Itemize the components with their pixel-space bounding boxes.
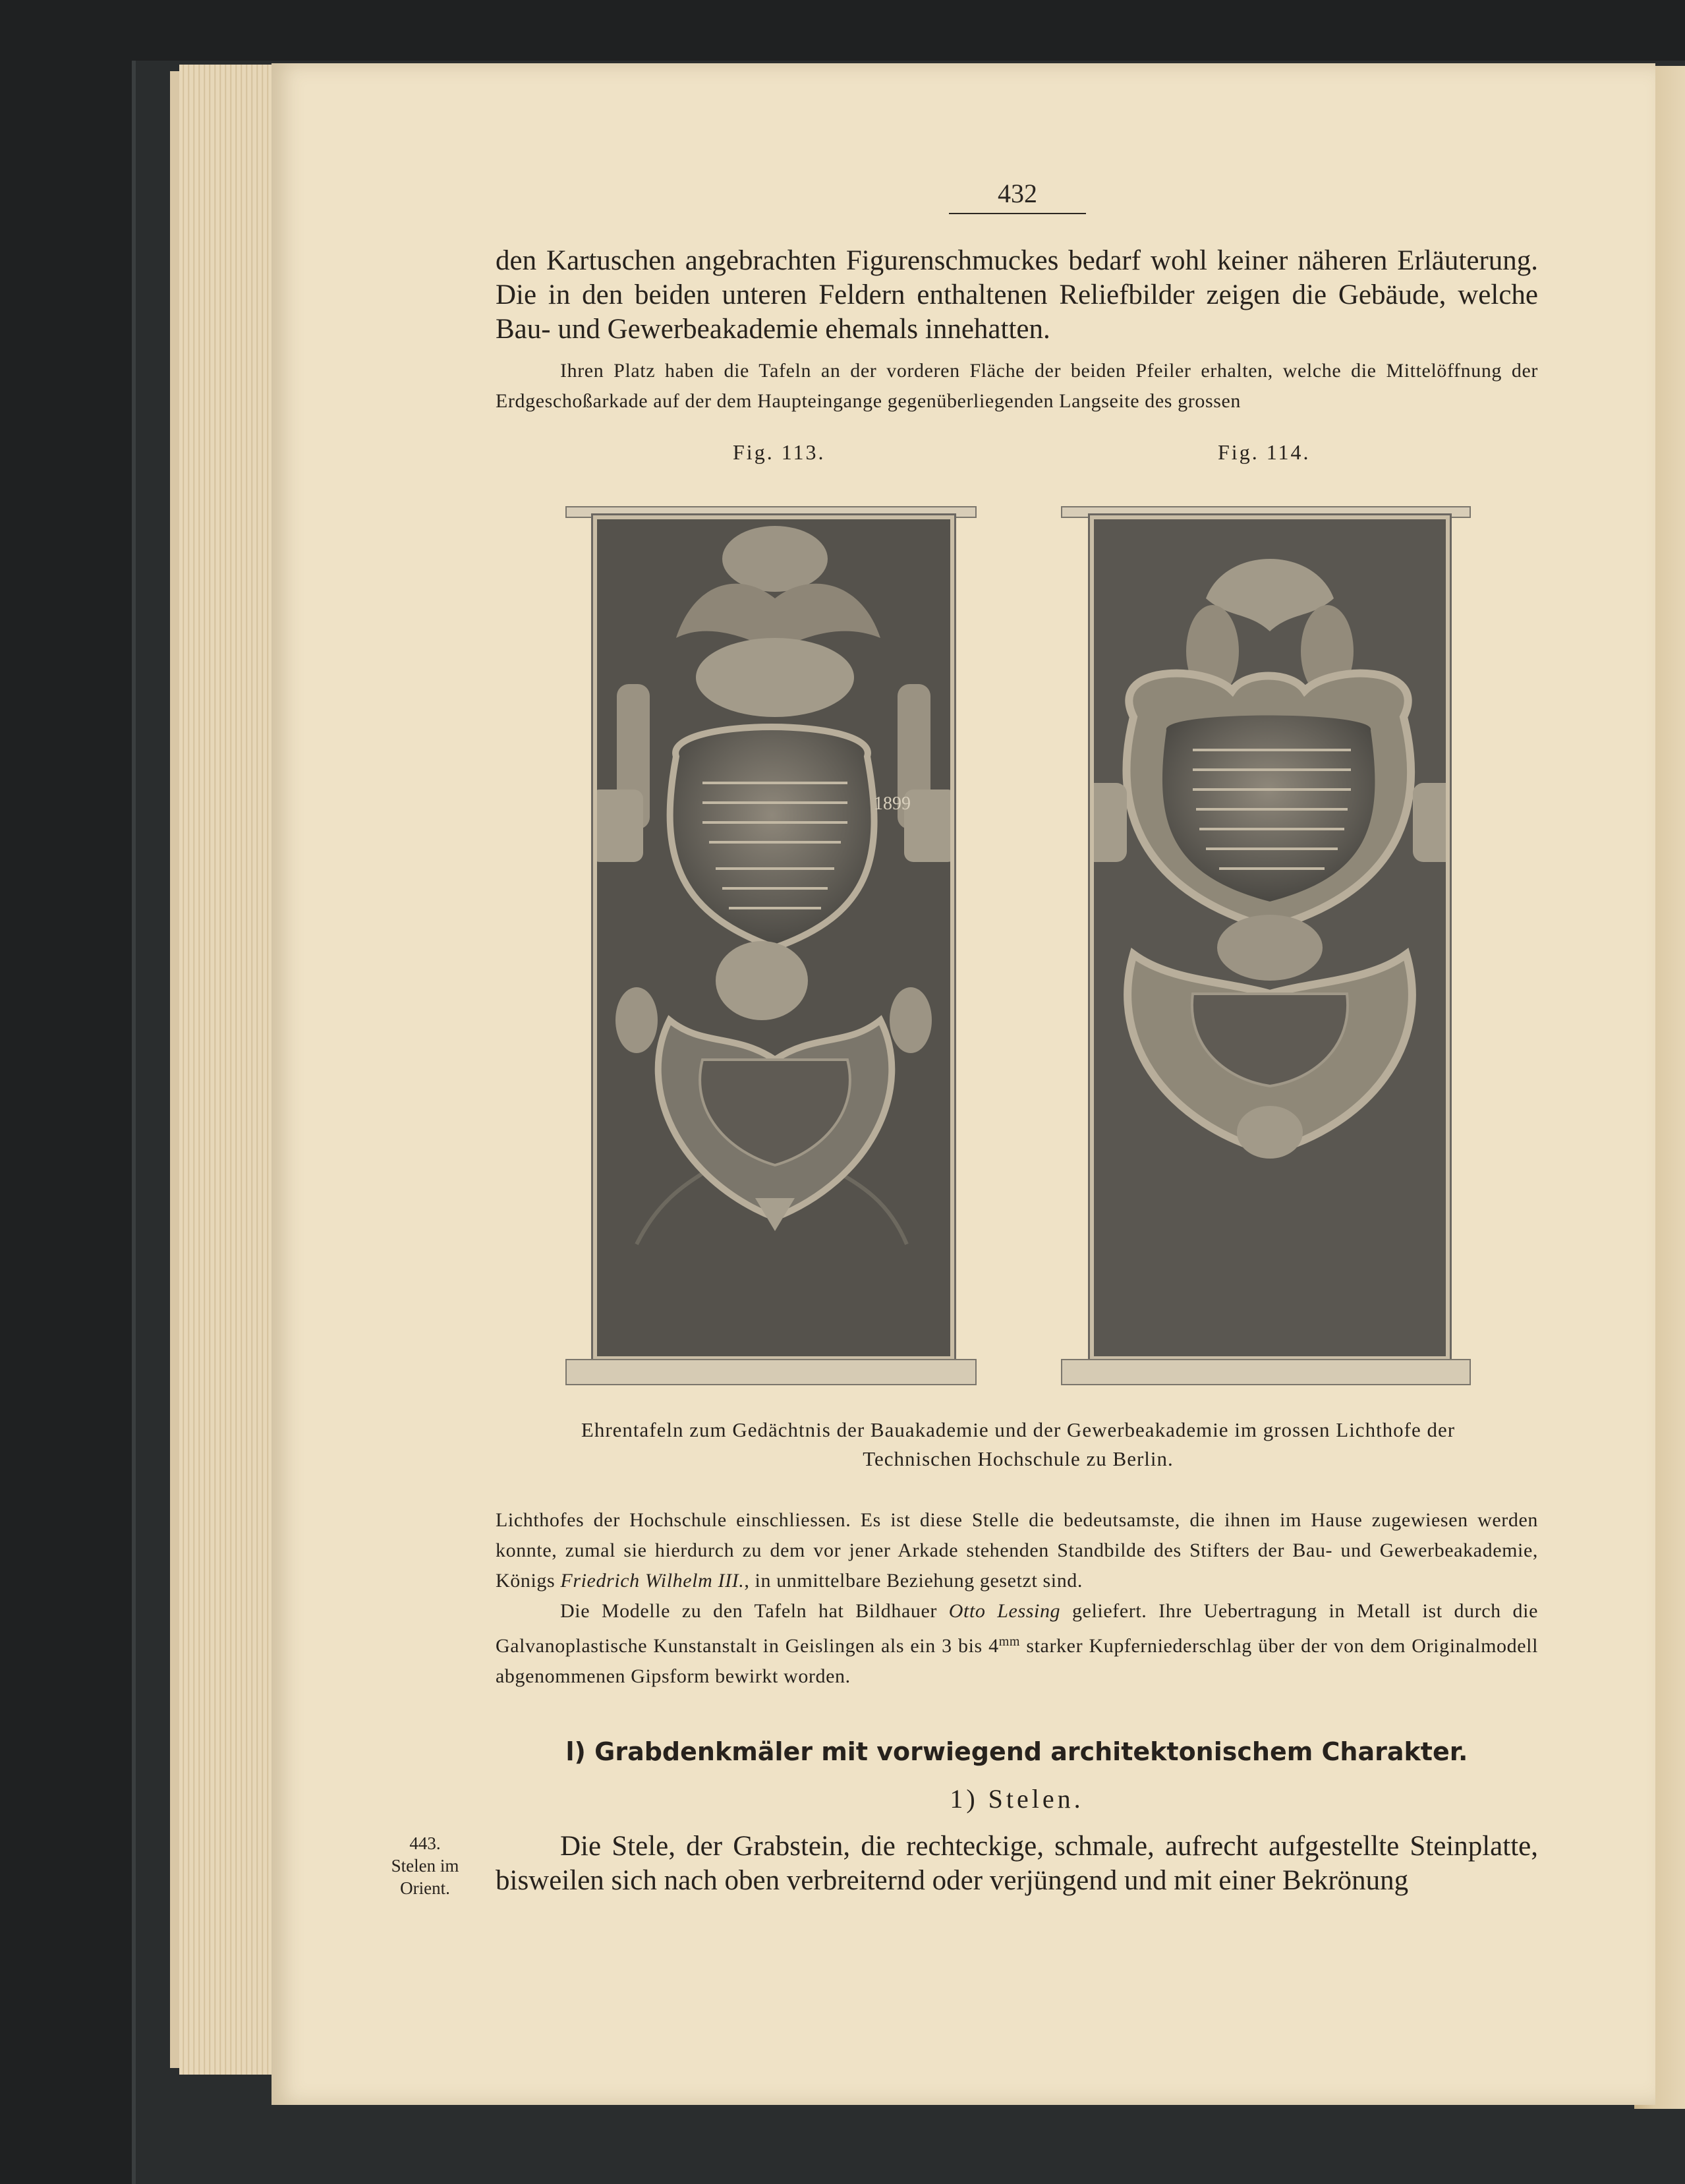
figure-caption: Ehrentafeln zum Gedächtnis der Bauakademie und der Gewerbeakademie im grossen Lichthofe der Technischen Hochschule zu Berlin.	[581, 1418, 1456, 1470]
figure-114-label: Fig. 114.	[1218, 440, 1311, 464]
paragraph-intro	[496, 244, 1538, 347]
figure-113-base	[565, 1359, 977, 1385]
section-heading: l) Grabdenkmäler mit vorwiegend architektonischem Charakter.	[565, 1737, 1468, 1766]
unit-mm: mm	[998, 1634, 1021, 1649]
paragraph-placement	[496, 356, 1538, 417]
paragraph-models	[496, 1596, 1538, 1692]
margin-note-line2: Orient.	[400, 1878, 450, 1898]
figure-114-plate	[1090, 515, 1450, 1360]
margin-note-number: 443.	[409, 1833, 441, 1853]
page-number: 432	[949, 178, 1086, 214]
paragraph-intro-text: den Kartuschen angebrachten Figurenschmuckes bedarf wohl keiner näheren Erläuterung. Die in den beiden unteren Feldern enthaltenen Reliefbilder zeigen die Gebäude, welche Bau- und Gewerbeakademie ehemals innehatten.	[496, 245, 1538, 345]
paragraph-location-end: , in unmittelbare Beziehung gesetzt sind.	[744, 1570, 1083, 1592]
paragraph-stele-text: Die Stele, der Grabstein, die rechteckige, schmale, aufrecht aufgestellte Steinplatte, bisweilen sich nach oben verbreiternd oder verjüngend und mit einer Bekrönung	[496, 1831, 1538, 1896]
sculptor-name: Otto Lessing	[948, 1600, 1061, 1622]
figure-113-plate	[593, 515, 954, 1360]
paragraph-location	[496, 1505, 1538, 1692]
figure-113-date: 1899	[874, 793, 911, 814]
king-name: Friedrich Wilhelm III.	[560, 1570, 745, 1592]
paragraph-placement-text: Ihren Platz haben die Tafeln an der vorderen Fläche der beiden Pfeiler erhalten, welche die Mittelöffnung der Erdgeschoßarkade auf der dem Haupteingange gegenüberliegenden Langseite des grossen	[496, 360, 1538, 412]
figure-114-base	[1061, 1359, 1471, 1385]
paragraph-models-start: Die Modelle zu den Tafeln hat Bildhauer	[560, 1600, 937, 1622]
paragraph-models-mid: geliefert. Ihre Uebertragung in Metall ist durch die Galvanoplastische Kunstanstalt in Geislingen als ein 3 bis 4	[496, 1600, 1538, 1657]
paragraph-location-text: Lichthofes der Hochschule einschliessen. Es ist diese Stelle die bedeutsamste, die ihnen im Hause zugewiesen werden konnte, zumal sie hierdurch zu dem vor jener Arkade stehenden Standbilde des Stifters der Bau- und Gewerbeakademie, Königs	[496, 1509, 1538, 1592]
figure-113-relief	[597, 519, 950, 1356]
page-stack	[179, 65, 285, 2075]
paragraph-stele	[496, 1829, 1538, 1898]
figure-114-relief	[1094, 519, 1446, 1356]
paragraph-models-end: starker Kupferniederschlag über der von dem Originalmodell abgenommenen Gipsform bewirkt worden.	[496, 1635, 1538, 1687]
subsection-heading: 1) Stelen.	[950, 1784, 1084, 1814]
figure-113-label: Fig. 113.	[733, 440, 826, 464]
margin-note	[376, 1832, 474, 1899]
margin-note-line1: Stelen im	[391, 1856, 459, 1876]
